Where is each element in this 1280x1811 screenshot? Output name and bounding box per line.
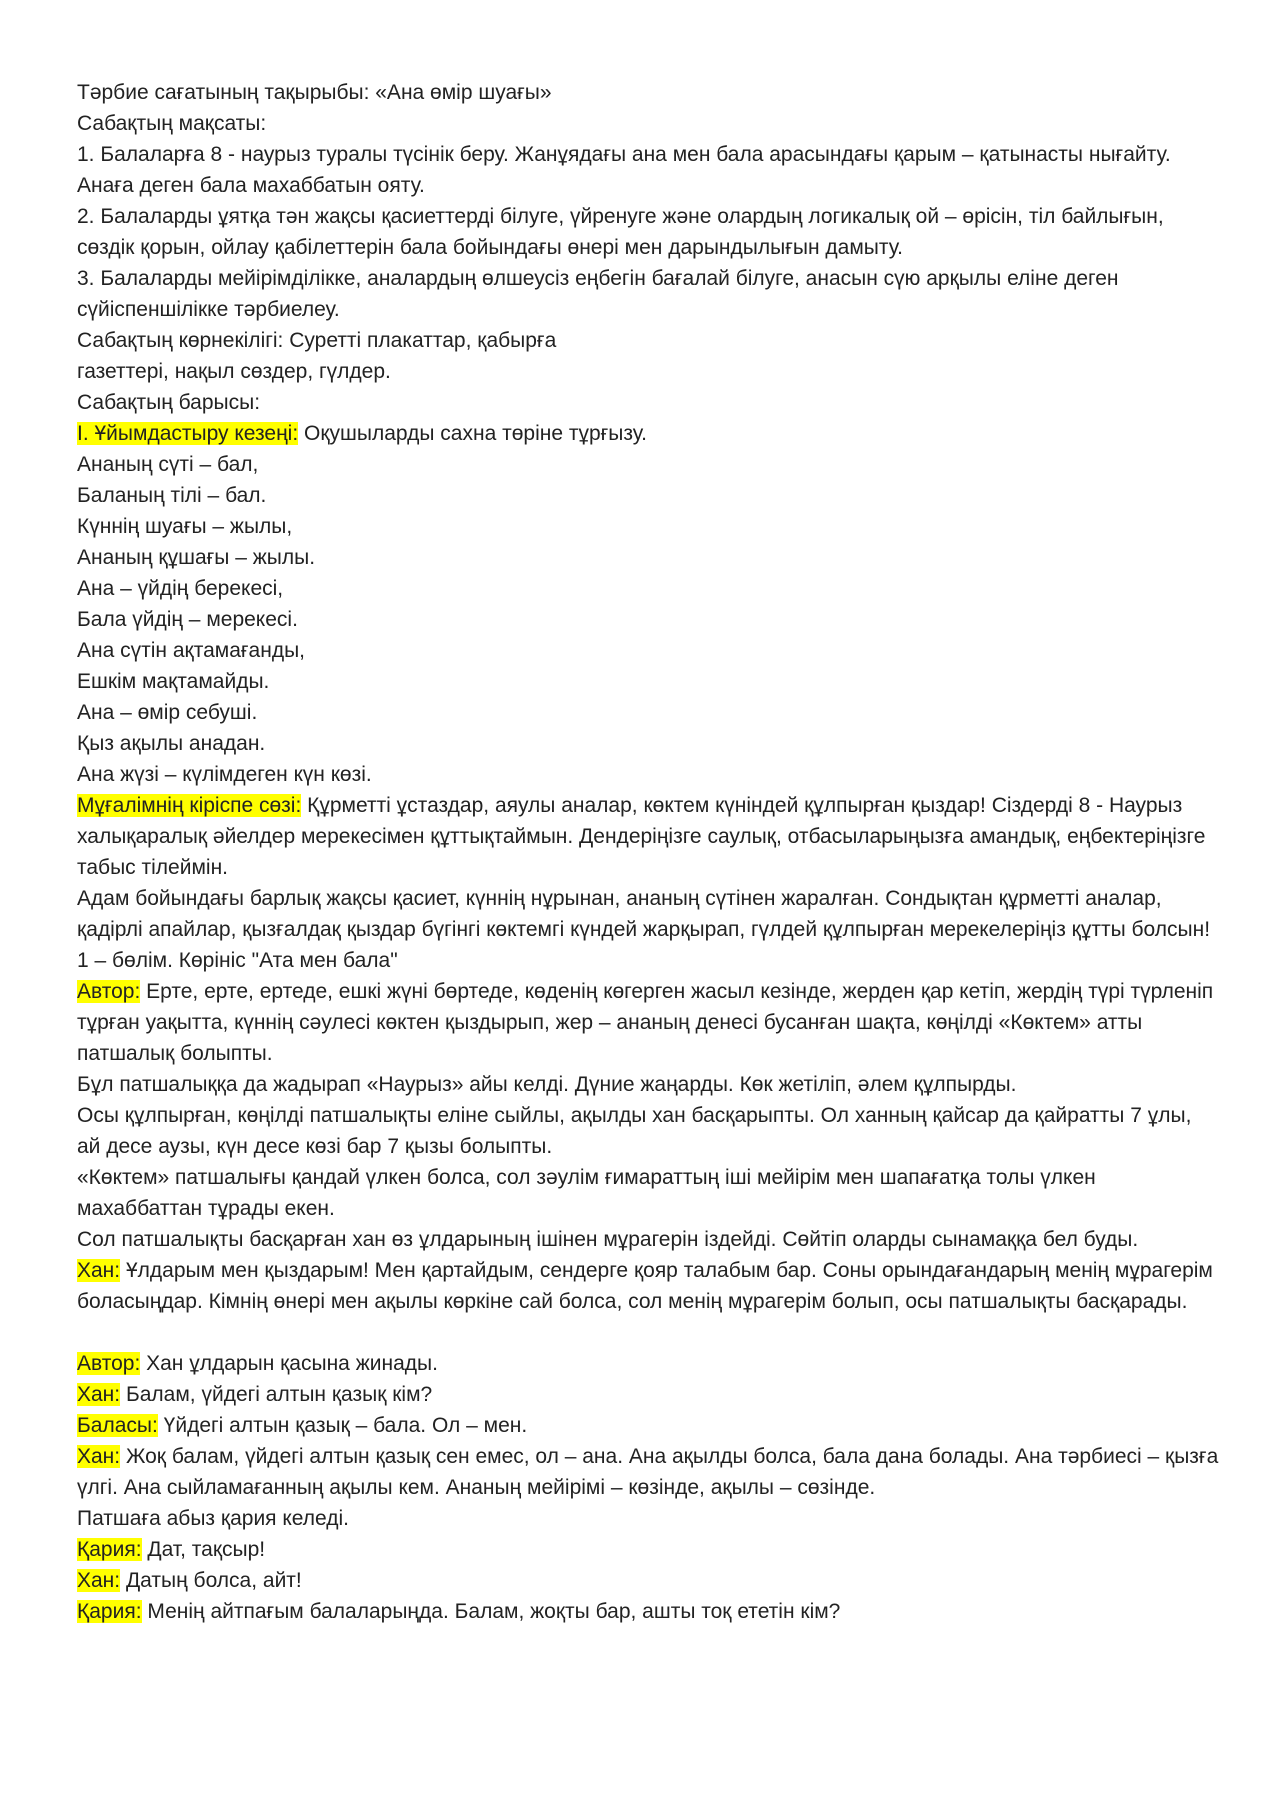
- speaker-label: Хан:: [77, 1569, 121, 1592]
- paragraph: Осы құлпырған, көңілді патшалықты еліне сыйлы, ақылды хан басқарыпты. Ол ханның қайсар да қайратты 7 ұлы, ай десе аузы, күн десе көзі бар 7 қызы болыпты.: [77, 1104, 1192, 1158]
- khan-line: [77, 1565, 1220, 1596]
- doc-title: Тәрбие сағатының тақырыбы: «Ана өмір шуағы»: [77, 81, 552, 104]
- teacher-intro: [77, 790, 1220, 883]
- blank-line: [77, 1317, 1220, 1348]
- paragraph: Бұл патшалыққа да жадырап «Наурыз» айы келді. Дүние жаңарды. Көк жетіліп, әлем құлпырды.: [77, 1073, 1017, 1096]
- poem-line: Қыз ақылы анадан.: [77, 732, 266, 755]
- khan-text: Датың болса, айт!: [120, 1569, 302, 1592]
- poem-line: Ана жүзі – күлімдеген күн көзі.: [77, 763, 372, 786]
- author-text: Хан ұлдарын қасына жинады.: [140, 1352, 438, 1375]
- author-line: [77, 976, 1220, 1069]
- khan-line: [77, 1441, 1220, 1503]
- son-line: [77, 1410, 1220, 1441]
- poem-line: Бала үйдің – мерекесі.: [77, 608, 298, 631]
- goal-heading: Сабақтың мақсаты:: [77, 112, 267, 135]
- paragraph: Патшаға абыз қария келеді.: [77, 1507, 350, 1530]
- poem-line: Күннің шуағы – жылы,: [77, 515, 293, 538]
- goal-item: 2. Балаларды ұятқа тән жақсы қасиеттерді білуге, үйренуге және олардың логикалық ой – өрісін, тіл байлығын, сөздік қорын, ойлау қабілеттерін бала бойындағы өнері мен дарындылығын дамыту.: [77, 205, 1164, 259]
- org-stage: [77, 418, 1220, 449]
- org-stage-text: Оқушыларды сахна төріне тұрғызу.: [298, 422, 648, 445]
- son-text: Үйдегі алтын қазық – бала. Ол – мен.: [157, 1414, 528, 1437]
- org-stage-label: І. Ұйымдастыру кезеңі:: [77, 422, 299, 445]
- poem-line: Ана – өмір себуші.: [77, 701, 258, 724]
- poem-line: Ана – үйдің берекесі,: [77, 577, 284, 600]
- author-line: [77, 1348, 1220, 1379]
- elder-line: [77, 1534, 1220, 1565]
- khan-text: Жоқ балам, үйдегі алтын қазық сен емес, ол – ана. Ана ақылды болса, бала дана болады. Ана тәрбиесі – қызға үлгі. Ана сыйламағанның ақылы кем. Ананың мейірімі – көзінде, ақылы – сөзінде.: [77, 1445, 1219, 1499]
- progress-heading: Сабақтың барысы:: [77, 391, 261, 414]
- elder-text: Менің айтпағым балаларыңда. Балам, жоқты бар, ашты тоқ ететін кім?: [141, 1600, 841, 1623]
- scene-title: 1 – бөлім. Көрініс "Ата мен бала": [77, 949, 398, 972]
- speaker-label: Хан:: [77, 1383, 121, 1406]
- khan-text: Балам, үйдегі алтын қазық кім?: [120, 1383, 433, 1406]
- poem-line: Ешкім мақтамайды.: [77, 670, 270, 693]
- paragraph: «Көктем» патшалығы қандай үлкен болса, сол зәулім ғимараттың іші мейірім мен шапағатқа толы үлкен махаббаттан тұрады екен.: [77, 1166, 1096, 1220]
- khan-line: [77, 1255, 1220, 1317]
- speaker-label: Қария:: [77, 1538, 142, 1561]
- khan-text: Ұлдарым мен қыздарым! Мен қартайдым, сендерге қояр талабым бар. Соны орындағандарың менің мұрагерім боласыңдар. Кімнің өнері мен ақылы көркіне сай болса, сол менің мұрагерім болып, осы патшалықты басқарады.: [77, 1259, 1213, 1313]
- poem-line: Баланың тілі – бал.: [77, 484, 267, 507]
- speaker-label: Хан:: [77, 1259, 121, 1282]
- poem-line: Ананың құшағы – жылы.: [77, 546, 316, 569]
- paragraph: Адам бойындағы барлық жақсы қасиет, күннің нұрынан, ананың сүтінен жаралған. Сондықтан құрметті аналар, қадірлі апайлар, қызғалдақ қыздар бүгінгі көктемгі күндей жарқырап, гүлдей құлпырған мерекелеріңіз құтты болсын!: [77, 887, 1211, 941]
- speaker-label: Автор:: [77, 1352, 141, 1375]
- teacher-label: Мұғалімнің кіріспе сөзі:: [77, 794, 302, 817]
- elder-line: [77, 1596, 1220, 1627]
- goal-item: 1. Балаларға 8 - наурыз туралы түсінік беру. Жанұядағы ана мен бала арасындағы қарым – қатынасты нығайту. Анаға деген бала махаббатын ояту.: [77, 143, 1171, 197]
- poem-line: Ананың сүті – бал,: [77, 453, 259, 476]
- khan-line: [77, 1379, 1220, 1410]
- teacher-text: Құрметті ұстаздар, аяулы аналар, көктем күніндей құлпырған қыздар! Сіздерді 8 - Наурыз халықаралық әйелдер мерекесімен құттықтаймын. Дендеріңізге саулық, отбасыларыңызға амандық, еңбектеріңізге табыс тілеймін.: [77, 794, 1206, 879]
- speaker-label: Баласы:: [77, 1414, 158, 1437]
- speaker-label: Қария:: [77, 1600, 142, 1623]
- paragraph: Сол патшалықты басқарған хан өз ұлдарының ішінен мұрагерін іздейді. Сөйтіп оларды сынамаққа бел буды.: [77, 1228, 1139, 1251]
- elder-text: Дат, тақсыр!: [141, 1538, 266, 1561]
- visuals-line: Сабақтың көрнекілігі: Суретті плакаттар, қабырға: [77, 329, 557, 352]
- speaker-label: Хан:: [77, 1445, 121, 1468]
- author-text: Ерте, ерте, ертеде, ешкі жүні бөртеде, көденің көгерген жасыл кезінде, жерден қар кетіп, жердің түрі түрленіп тұрған уақытта, күннің сәулесі көктен қыздырып, жер – ананың денесі бусанған шақта, көңілді «Көктем» атты патшалық болыпты.: [77, 980, 1214, 1065]
- goal-item: 3. Балаларды мейірімділікке, аналардың өлшеусіз еңбегін бағалай білуге, анасын сүю арқылы еліне деген сүйіспеншілікке тәрбиелеу.: [77, 267, 1119, 321]
- poem-line: Ана сүтін ақтамағанды,: [77, 639, 305, 662]
- speaker-label: Автор:: [77, 980, 141, 1003]
- visuals-line: газеттері, нақыл сөздер, гүлдер.: [77, 360, 391, 383]
